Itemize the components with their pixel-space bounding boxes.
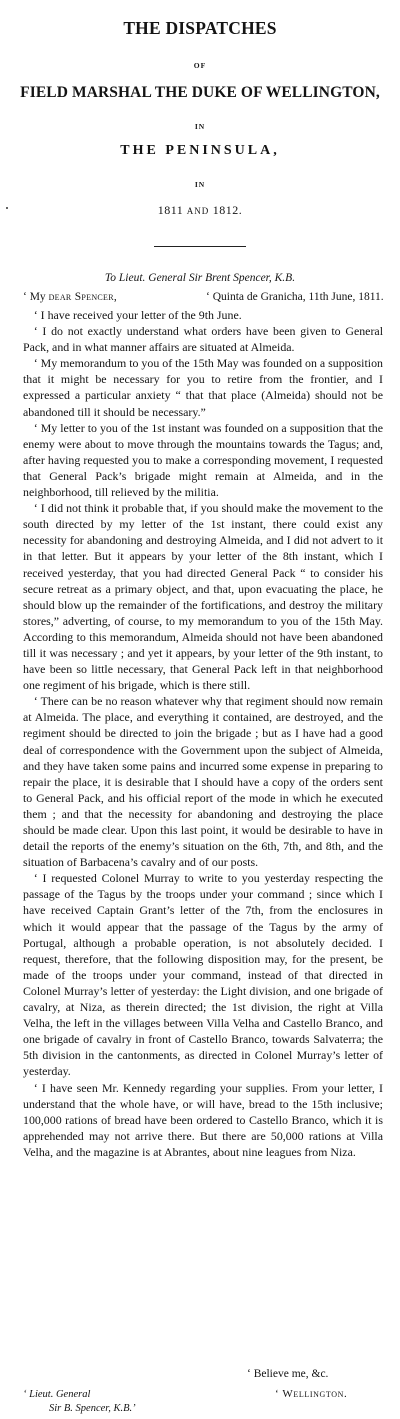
title-in-1: IN xyxy=(194,122,206,131)
letter-paragraph: ‘ My letter to you of the 1st instant was founded on a supposition that the enemy were about to move through the mountains towards the Tagus; and, after having requested you to make a corresponding movement, I requested that General Pack’s brigade might remain at Almeida, and in the neighborhood, till relieved by the militia. xyxy=(23,420,383,500)
letter-body xyxy=(23,307,383,1160)
letter-paragraph: ‘ My memorandum to you of the 15th May was founded on a supposition that it might be necessary for you to retire from the frontier, and I expressed a particular anxiety “ that that place (Almeida) should not be abandoned till it should be necessary.” xyxy=(23,356,383,419)
letter-dateline: ‘ Quinta de Granicha, 11th June, 1811. xyxy=(206,291,384,303)
letter-addressee: To Lieut. General Sir Brent Spencer, K.B. xyxy=(104,272,296,284)
letter-paragraph: ‘ I have seen Mr. Kennedy regarding your supplies. From your letter, I understand that the whole have, or will have, bread to the 15th inclusive; 100,000 rations of bread have been ordered to Castello Branco, which it is apprehended may not arrive there. But there are 50,000 rations at Villa Velha, and the magazine is at Abrantes, about nine leagues from Niza. xyxy=(23,1080,383,1159)
letter-recipient xyxy=(23,1388,136,1415)
book-subject: FIELD MARSHAL THE DUKE OF WELLINGTON, xyxy=(20,84,380,101)
recipient-line-1: ‘ Lieut. General xyxy=(23,1389,91,1400)
title-divider xyxy=(154,246,246,247)
book-title: THE DISPATCHES xyxy=(123,18,277,38)
book-years xyxy=(0,203,400,218)
letter-closing: ‘ Believe me, &c. xyxy=(247,1368,329,1380)
title-in-2: IN xyxy=(194,180,206,189)
recipient-line-2: Sir B. Spencer, K.B.’ xyxy=(49,1402,136,1414)
salutation-open: ‘ My xyxy=(23,291,49,303)
year-start: 1811 xyxy=(157,203,184,217)
letter-signature: ‘ Wellington. xyxy=(275,1388,348,1400)
year-and: AND xyxy=(186,206,210,216)
title-of: OF xyxy=(193,61,207,70)
letter-paragraph: ‘ I have received your letter of the 9th June. xyxy=(33,308,242,322)
letter-paragraph: ‘ I requested Colonel Murray to write to you yesterday respecting the passage of the Tagus by the troops under your command ; since which I have received Captain Grant’s letter of the 7th, from the enclosures in which it would appear that the passage of the Tagus by the army of Portugal, although a probable operation, is not absolutely decided. I request, therefore, that the following disposition may, for the present, be made of the troops under your command, instead of that directed in Colonel Murray’s letter of yesterday: the Light division, and one brigade of cavalry, at Niza, as therein directed; the 1st division, the right at Villa Velha, the left in the villages between Villa Velha and Castello Branco, and one brigade of cavalry in front of Castello Branco, towards Salvaterra; the 5th division in the cantonments, as directed in Colonel Murray’s letter of yesterday. xyxy=(23,871,383,1079)
year-end: 1812. xyxy=(212,203,243,217)
print-speck xyxy=(6,207,8,209)
letter-paragraph: ‘ There can be no reason whatever why that regiment should now remain at Almeida. The place, and everything it contained, are destroyed, and the regiment should be directed to join the brigade ; but as I have had a good deal of correspondence with the Government upon the subject of Almeida, and they have taken some pains and incurred some expense in preparing to repair the place, it is desirable that I should have a copy of the orders sent to General Pack, and his official report of the mode in which he executed them ; and that the necessity for abandoning and destroying the place should be made clear. Upon this last point, it would be desirable to have in detail the reports of the enemy’s situation on the 6th, 7th, and 8th, and the situation of Barbacena’s cavalry and of our posts. xyxy=(23,694,383,870)
letter-paragraph: ‘ I do not exactly understand what orders have been given to General Pack, and in what manner affairs are situated at Almeida. xyxy=(23,324,383,355)
salutation-name: dear Spencer, xyxy=(48,291,118,303)
letter-paragraph: ‘ I did not think it probable that, if you should make the movement to the south directed by my letter of the 1st instant, there could exist any necessity for abandoning and destroying Almeida, and I did not advert to it in that letter. But it appears by your letter of the 8th instant, which I received yesterday, that you had directed General Pack “ to consider his secure retreat as a primary object, and that, upon evacuating the place, he should blow up the remainder of the fortifications, and destroy the military stores,” adverting, of course, to my memorandum to you of the 15th May. According to this memorandum, Almeida should not have been abandoned till it was necessary ; and yet it appears, by your letter of the 9th instant, to have been so little necessary, that General Pack left in that neighborhood one regiment of his brigade, which is there still. xyxy=(23,501,383,693)
letter-salutation xyxy=(23,291,383,303)
book-place: THE PENINSULA, xyxy=(120,143,280,158)
